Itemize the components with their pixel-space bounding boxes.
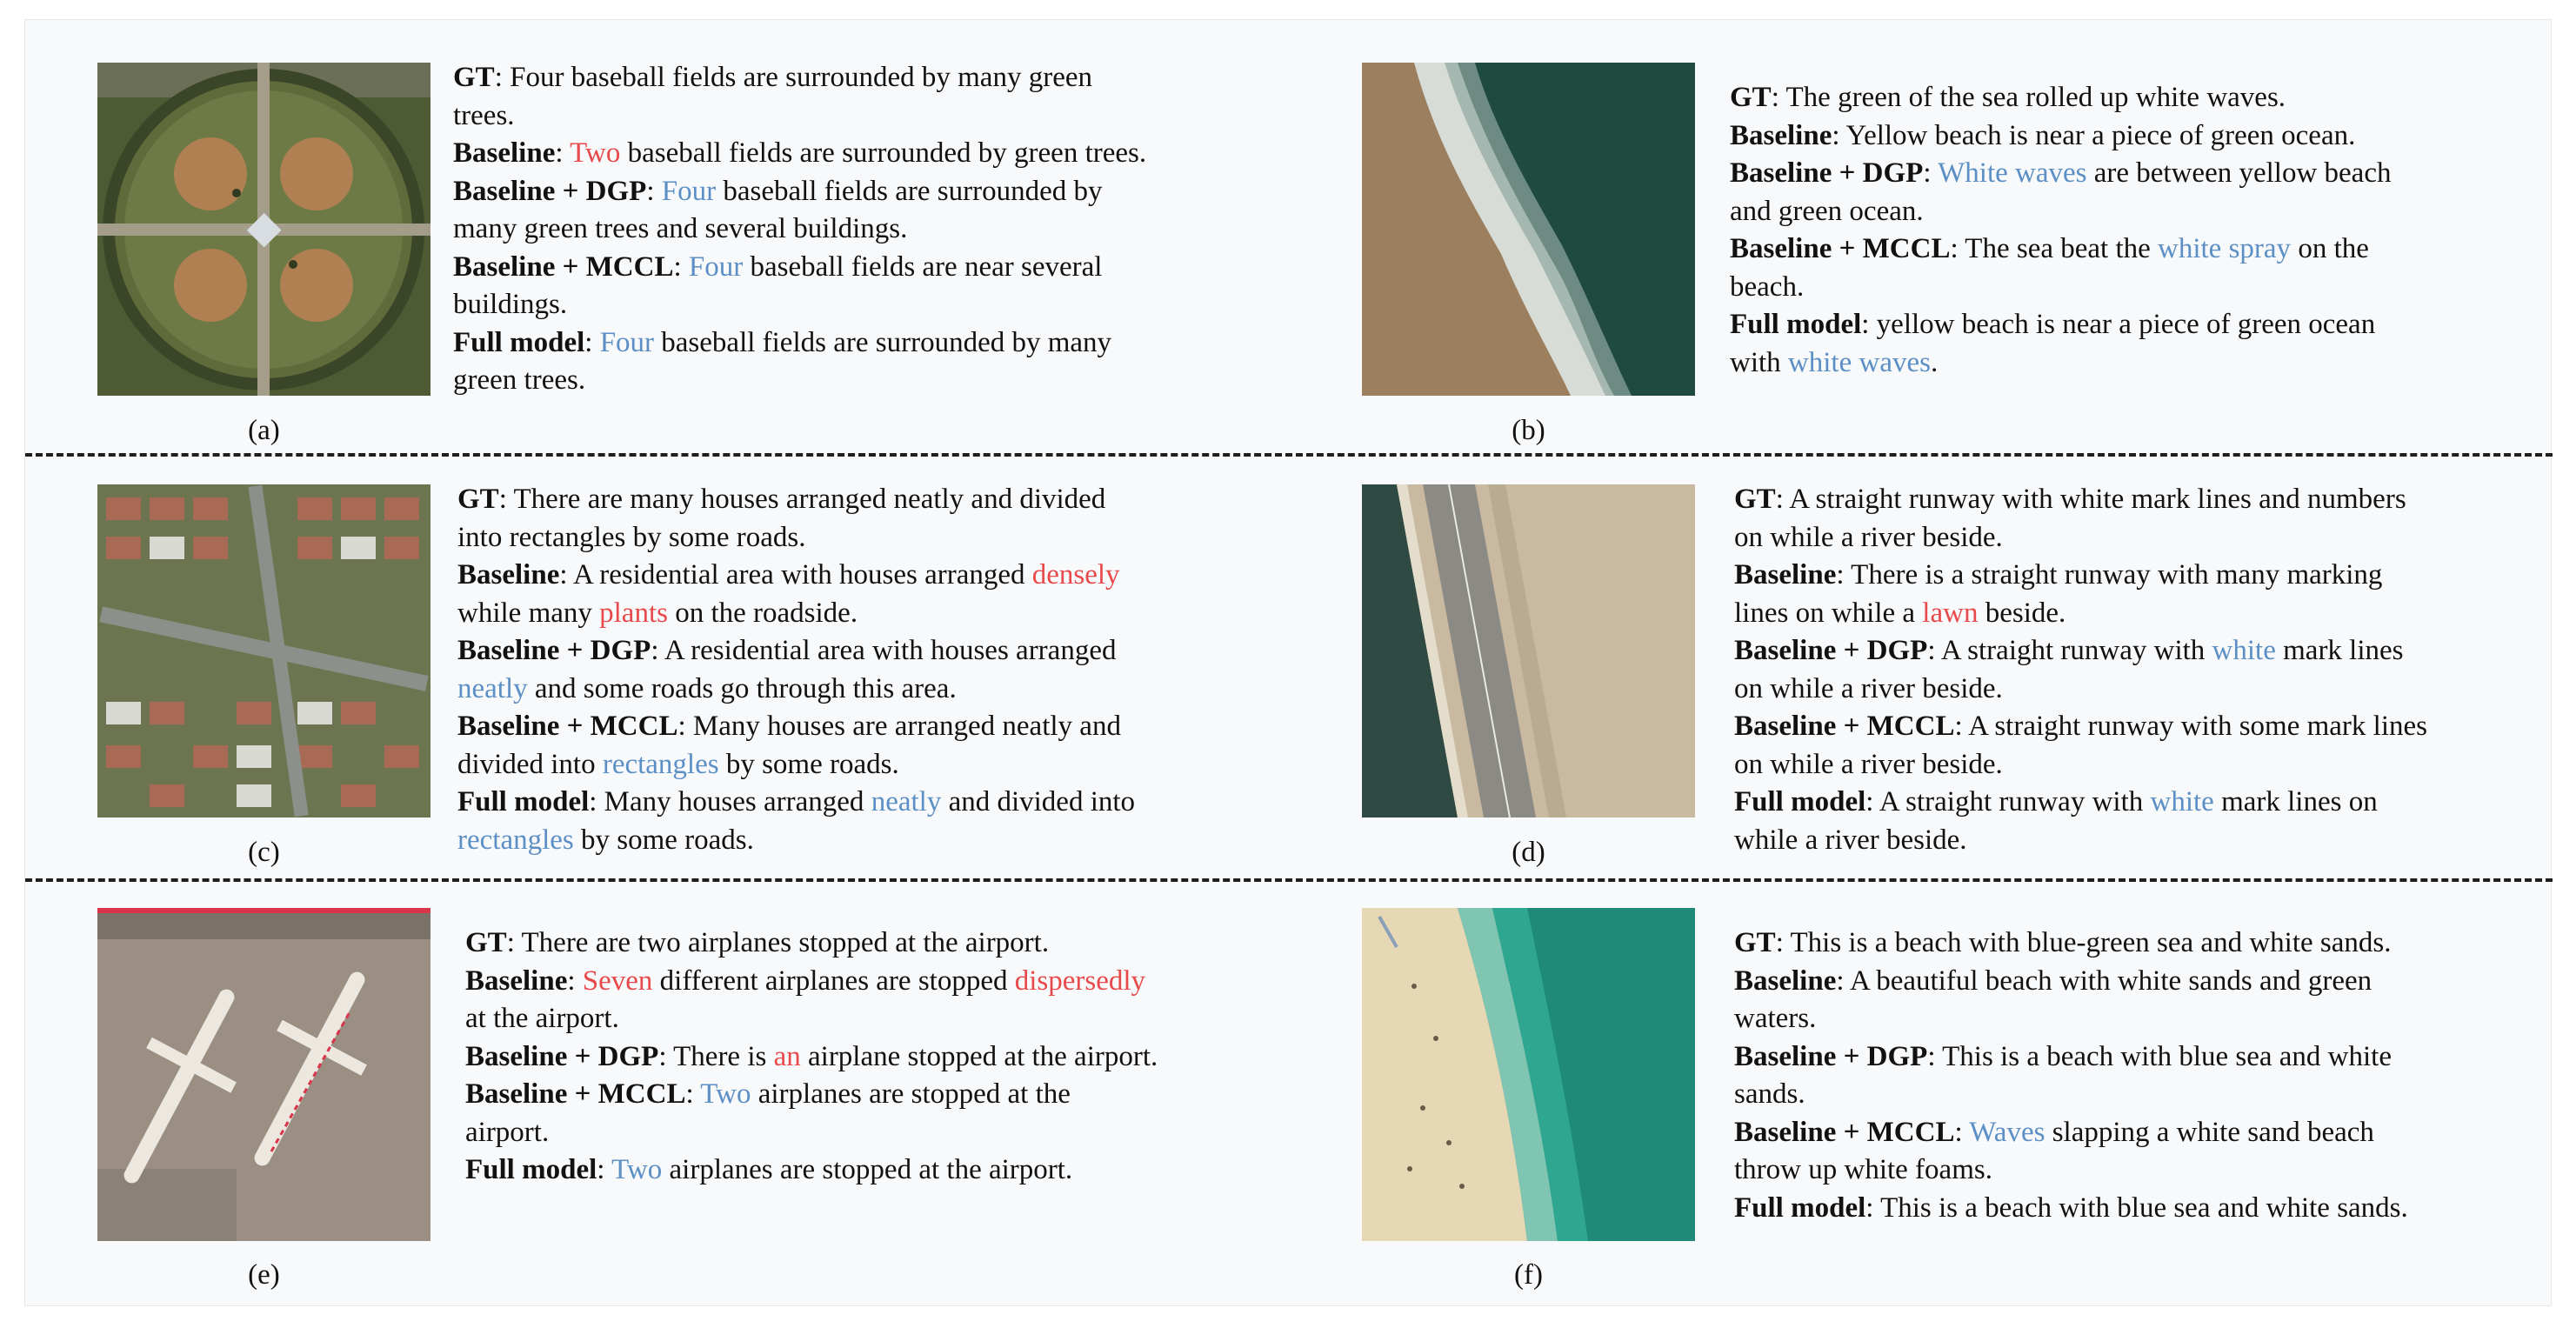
model-name: Baseline + MCCL — [465, 1078, 686, 1110]
caption-line — [465, 1151, 1231, 1190]
caption-text: mark lines on — [2213, 786, 2378, 817]
caption-line — [1734, 1190, 2499, 1228]
caption-line — [1734, 595, 2499, 633]
correct-word: White waves — [1938, 157, 2087, 189]
wrong-word: Two — [570, 137, 621, 169]
caption-text: and green ocean. — [1730, 195, 1924, 227]
caption-line — [1734, 519, 2499, 557]
figure — [24, 19, 2552, 1306]
caption-line — [457, 746, 1223, 784]
model-name: Baseline + MCCL — [457, 711, 678, 742]
caption-text: airplane stopped at the airport. — [800, 1040, 1158, 1072]
caption-text: slapping a white sand beach — [2045, 1116, 2374, 1148]
panel-e — [25, 880, 1289, 1296]
caption-text: beside. — [1978, 597, 2066, 629]
caption-d — [1734, 481, 2499, 859]
residential-area-image — [97, 484, 430, 817]
model-name: Full model — [453, 326, 585, 358]
model-name: Baseline — [465, 964, 568, 997]
caption-text: : There are two airplanes stopped at the airport. — [506, 927, 1050, 958]
correct-word: white — [2212, 635, 2276, 666]
caption-line — [1730, 117, 2495, 156]
panel-label: (a) — [248, 415, 280, 446]
caption-e — [465, 924, 1231, 1190]
caption-line — [457, 632, 1223, 671]
wrong-word: Seven — [582, 964, 653, 997]
caption-text: by some roads. — [573, 824, 754, 856]
caption-text: on the — [2291, 233, 2369, 264]
caption-text: airplanes are stopped at the airport. — [662, 1154, 1073, 1185]
caption-text: : — [567, 964, 583, 997]
caption-text: waters. — [1734, 1003, 1817, 1034]
model-name: Baseline — [1730, 119, 1832, 151]
caption-line — [1734, 481, 2499, 519]
wrong-word: dispersedly — [1014, 964, 1146, 997]
caption-line — [1734, 963, 2499, 1001]
caption-text: : — [1954, 1116, 1970, 1148]
runway-image — [1362, 484, 1695, 817]
caption-line — [1730, 306, 2495, 344]
caption-line — [1730, 269, 2495, 307]
caption-text: : The green of the sea rolled up white waves. — [1771, 82, 2286, 113]
panel-label: (f) — [1514, 1259, 1543, 1291]
caption-line — [1734, 784, 2499, 822]
panel-label: (b) — [1512, 415, 1545, 446]
correct-word: Four — [688, 250, 744, 283]
wrong-word: plants — [599, 597, 668, 629]
caption-line — [1730, 79, 2495, 117]
caption-line — [457, 671, 1223, 709]
wrong-word: lawn — [1922, 597, 1979, 629]
caption-line — [453, 59, 1218, 97]
panel-c — [25, 455, 1289, 871]
wrong-word: densely — [1031, 559, 1120, 591]
caption-line — [1730, 344, 2495, 383]
caption-text: : — [673, 250, 689, 283]
caption-line — [453, 97, 1218, 136]
caption-text: : — [584, 326, 600, 358]
model-name: Full model — [465, 1154, 597, 1185]
caption-text: baseball fields are surrounded by green trees. — [620, 137, 1147, 169]
model-name: GT — [453, 62, 495, 93]
correct-word: rectangles — [602, 748, 719, 780]
model-name: GT — [1734, 927, 1776, 958]
model-name: Baseline + MCCL — [453, 250, 674, 283]
caption-text: on while a river beside. — [1734, 672, 2003, 704]
caption-text: while a river beside. — [1734, 824, 1967, 856]
caption-line — [453, 173, 1218, 211]
model-name: GT — [457, 484, 499, 515]
caption-line — [465, 1000, 1231, 1038]
correct-word: Four — [599, 326, 655, 358]
airplanes-image — [97, 908, 430, 1241]
model-name: Full model — [1730, 309, 1862, 340]
caption-text: : This is a beach with blue sea and white — [1927, 1040, 2392, 1072]
caption-text: buildings. — [453, 289, 568, 320]
caption-line — [1734, 822, 2499, 860]
caption-text: : — [685, 1078, 701, 1110]
correct-word: Waves — [1969, 1116, 2045, 1148]
caption-text: : — [597, 1154, 612, 1185]
caption-line — [453, 324, 1218, 363]
caption-a — [453, 59, 1218, 400]
caption-text: : Many houses are arranged neatly and — [677, 711, 1121, 742]
caption-text: are between yellow beach — [2086, 157, 2392, 189]
caption-text: : A residential area with houses arranged — [651, 635, 1117, 666]
caption-text: . — [1930, 346, 1939, 378]
caption-line — [457, 708, 1223, 746]
caption-text: : A residential area with houses arranged — [559, 559, 1032, 591]
caption-text: : — [646, 175, 662, 207]
caption-text: : Many houses arranged — [589, 786, 871, 817]
model-name: Full model — [457, 786, 590, 817]
correct-word: rectangles — [457, 824, 574, 856]
model-name: Baseline + DGP — [1734, 635, 1928, 666]
sea-waves-image — [1362, 63, 1695, 396]
caption-line — [1734, 924, 2499, 963]
caption-line — [1730, 155, 2495, 193]
caption-line — [1734, 1114, 2499, 1152]
caption-text: lines on while a — [1734, 597, 1923, 629]
caption-text: : A straight runway with white mark lines and numbers — [1775, 484, 2406, 515]
model-name: GT — [465, 927, 507, 958]
caption-text: by some roads. — [718, 748, 899, 780]
correct-word: Four — [661, 175, 717, 207]
caption-text: : Yellow beach is near a piece of green ocean. — [1832, 119, 2356, 151]
caption-line — [457, 557, 1223, 595]
model-name: Baseline — [1734, 964, 1837, 997]
caption-text: : There is — [658, 1040, 774, 1072]
caption-text: green trees. — [453, 364, 586, 396]
correct-word: white waves — [1787, 346, 1931, 378]
model-name: Baseline — [453, 137, 556, 169]
correct-word: white — [2150, 786, 2214, 817]
caption-text: sands. — [1734, 1078, 1805, 1110]
caption-line — [1734, 1000, 2499, 1038]
panel-label: (c) — [248, 837, 280, 868]
caption-line — [457, 784, 1223, 822]
caption-line — [453, 249, 1218, 287]
caption-text: mark lines — [2275, 635, 2404, 666]
caption-text: trees. — [453, 99, 515, 131]
caption-text: at the airport. — [465, 1003, 619, 1034]
model-name: Baseline + DGP — [1734, 1040, 1928, 1072]
caption-text: : yellow beach is near a piece of green ocean — [1861, 309, 2376, 340]
caption-text: throw up white foams. — [1734, 1154, 1992, 1185]
caption-text: divided into — [457, 748, 603, 780]
caption-text: airport. — [465, 1116, 550, 1148]
caption-line — [465, 1076, 1231, 1114]
caption-line — [1734, 632, 2499, 671]
caption-c — [457, 481, 1223, 859]
caption-text: : The sea beat the — [1950, 233, 2159, 264]
caption-text: : A beautiful beach with white sands and green — [1836, 964, 2372, 997]
caption-text: into rectangles by some roads. — [457, 521, 806, 553]
panel-label: (e) — [248, 1259, 280, 1291]
caption-line — [465, 1114, 1231, 1152]
caption-text: different airplanes are stopped — [652, 964, 1015, 997]
panel-a — [25, 20, 1289, 446]
caption-line — [1734, 746, 2499, 784]
caption-text: baseball fields are near several — [743, 250, 1103, 283]
model-name: Baseline + DGP — [1730, 157, 1924, 189]
beach-image — [1362, 908, 1695, 1241]
caption-line — [465, 1038, 1231, 1077]
caption-text: and divided into — [941, 786, 1136, 817]
model-name: Baseline — [457, 559, 560, 591]
caption-line — [465, 924, 1231, 963]
caption-line — [453, 362, 1218, 400]
caption-text: : A straight runway with — [1865, 786, 2151, 817]
correct-word: neatly — [871, 786, 942, 817]
model-name: Baseline + DGP — [453, 175, 647, 207]
caption-text: : This is a beach with blue sea and white sands. — [1865, 1191, 2408, 1224]
caption-text: airplanes are stopped at the — [751, 1078, 1071, 1110]
caption-line — [457, 595, 1223, 633]
caption-text: baseball fields are surrounded by — [716, 175, 1103, 207]
panel-f — [1289, 880, 2553, 1296]
correct-word: Two — [700, 1078, 751, 1110]
caption-b — [1730, 79, 2495, 382]
model-name: Baseline + MCCL — [1734, 1116, 1955, 1148]
correct-word: neatly — [457, 672, 528, 704]
model-name: Baseline — [1734, 559, 1837, 591]
caption-line — [1734, 1076, 2499, 1114]
caption-line — [457, 481, 1223, 519]
caption-text: beach. — [1730, 270, 1805, 303]
caption-line — [453, 135, 1218, 173]
panel-label: (d) — [1512, 837, 1545, 868]
caption-text: : There are many houses arranged neatly and divided — [498, 484, 1106, 515]
model-name: Full model — [1734, 1191, 1866, 1224]
caption-text: on while a river beside. — [1734, 748, 2003, 780]
wrong-word: an — [773, 1040, 801, 1072]
caption-text: : A straight runway with some mark lines — [1954, 711, 2427, 742]
caption-line — [465, 963, 1231, 1001]
caption-f — [1734, 924, 2499, 1227]
caption-line — [1730, 193, 2495, 231]
caption-text: : — [555, 137, 571, 169]
caption-line — [457, 519, 1223, 557]
model-name: GT — [1734, 484, 1776, 515]
caption-text: on while a river beside. — [1734, 521, 2003, 553]
caption-line — [453, 210, 1218, 249]
caption-text: with — [1730, 346, 1788, 378]
caption-line — [453, 286, 1218, 324]
caption-line — [1734, 671, 2499, 709]
panel-b — [1289, 20, 2553, 446]
caption-text: and some roads go through this area. — [527, 672, 957, 704]
caption-line — [1730, 230, 2495, 269]
caption-text: baseball fields are surrounded by many — [654, 326, 1112, 358]
caption-line — [1734, 1151, 2499, 1190]
panel-d — [1289, 455, 2553, 871]
model-name: Full model — [1734, 786, 1866, 817]
caption-line — [457, 822, 1223, 860]
baseball-fields-image — [97, 63, 430, 396]
caption-text: : Four baseball fields are surrounded by many green — [494, 62, 1092, 93]
caption-text: while many — [457, 597, 600, 629]
caption-text: : There is a straight runway with many marking — [1836, 559, 2383, 591]
correct-word: Two — [611, 1154, 663, 1185]
caption-text: : This is a beach with blue-green sea and white sands. — [1775, 927, 2392, 958]
caption-line — [1734, 557, 2499, 595]
model-name: Baseline + DGP — [457, 635, 651, 666]
model-name: Baseline + MCCL — [1730, 233, 1951, 264]
caption-text: : — [1923, 157, 1939, 189]
caption-line — [1734, 708, 2499, 746]
caption-text: : A straight runway with — [1927, 635, 2212, 666]
caption-text: on the roadside. — [667, 597, 858, 629]
correct-word: white spray — [2158, 233, 2292, 264]
model-name: Baseline + MCCL — [1734, 711, 1955, 742]
caption-text: many green trees and several buildings. — [453, 213, 908, 244]
caption-line — [1734, 1038, 2499, 1077]
model-name: Baseline + DGP — [465, 1040, 659, 1072]
model-name: GT — [1730, 82, 1772, 113]
